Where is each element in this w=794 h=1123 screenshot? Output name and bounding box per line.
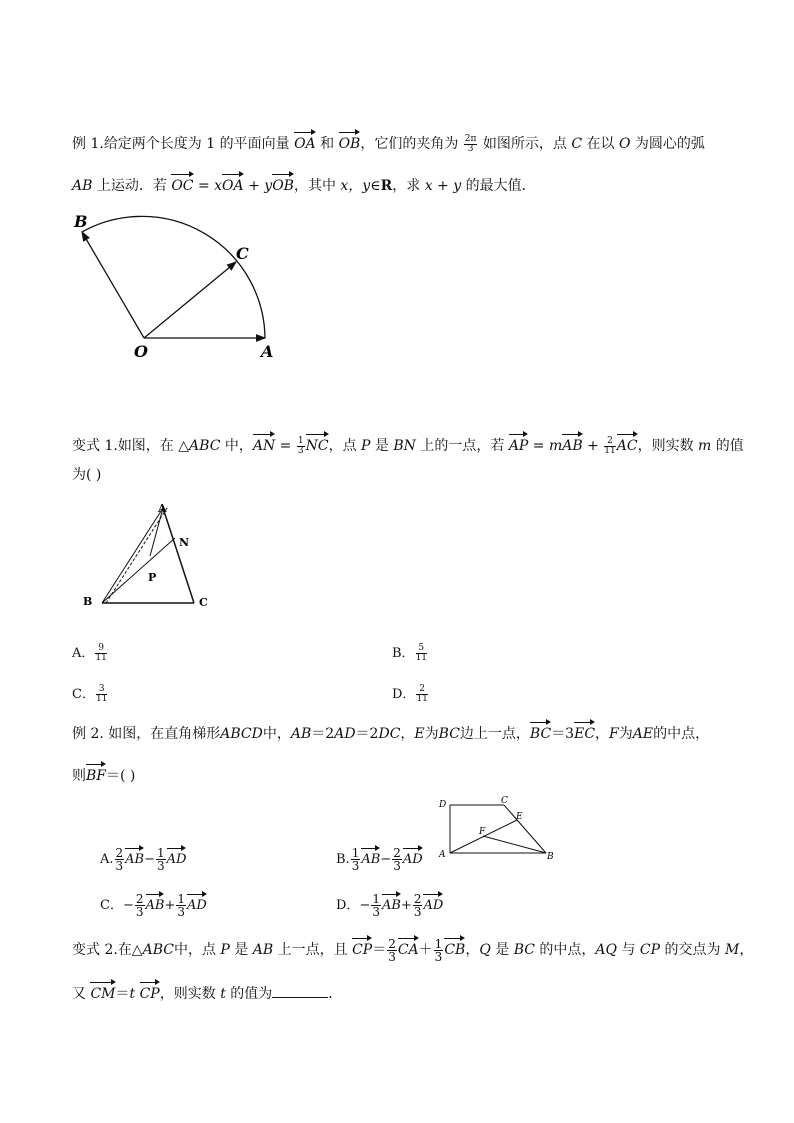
arc-ab — [82, 216, 265, 338]
vector-ob-line — [82, 232, 144, 338]
ex2-option-a[interactable]: A. $\frac{2}{3}$ AB− $\frac{1}{3}$ AD — [100, 846, 187, 873]
vector-oc-line — [144, 262, 236, 338]
ex1-figure-arc-diagram — [60, 205, 290, 370]
trap-label-f: F — [479, 827, 486, 837]
var1-label: 变式 1. — [72, 438, 118, 454]
var1-option-c[interactable]: C． $\frac{3}{11}$ — [72, 684, 108, 704]
trap-label-d: D — [439, 800, 447, 810]
trap-label-e: E — [516, 812, 523, 822]
ex1-label: 例 1. — [72, 136, 104, 152]
var1-option-d[interactable]: D． $\frac{2}{11}$ — [392, 684, 428, 704]
label-o: O — [134, 342, 148, 361]
label-c: C — [236, 244, 249, 263]
var1-option-a[interactable]: A． $\frac{9}{11}$ — [72, 643, 107, 663]
var1-line2: 为( ) — [72, 467, 102, 483]
ex2-line1: 例 2. 如图，在直角梯形ABCD中，AB＝2AD＝2DC，E为BC边上一点，BC＝3EC，F为AE的中点， — [72, 720, 709, 743]
var1-figure-triangle — [78, 500, 218, 612]
trap-label-c: C — [501, 796, 508, 806]
var2-line1: 变式 2.在△ABC中，点 P 是 AB 上一点，且 CP＝ $\frac{2}{3}$ CA＋ $\frac{1}{3}$ CB，Q 是 BC 的中点，AQ 与 CP 的交点为 M， — [72, 936, 754, 964]
trap-label-a: A — [439, 850, 446, 860]
trap-label-b: B — [547, 852, 554, 862]
ex2-line2: 则BF＝( ) — [72, 762, 135, 785]
ex2-option-c[interactable]: C．− $\frac{2}{3}$ AB+ $\frac{1}{3}$ AD — [100, 892, 207, 919]
ex2-option-d[interactable]: D．− $\frac{1}{3}$ AB+ $\frac{2}{3}$ AD — [336, 892, 444, 919]
tri-label-c: C — [199, 596, 208, 609]
ex2-figure-trapezoid — [436, 795, 566, 865]
label-a: A — [261, 342, 274, 361]
var1-line1: 变式 1.如图，在 △ABC 中，AN = $\frac{1}{3}$ NC，点 P 是 BN 上的一点，若 AP = mAB + $\frac{2}{11}$ AC，则实数 m 的值 — [72, 432, 744, 456]
vector-ob: OB — [339, 130, 361, 152]
ex2-label: 例 2. — [72, 726, 104, 742]
ex1-line2: AB 上运动．若 OC = xOA + yOB，其中 x，y∈R，求 x + y 的最大值． — [72, 172, 536, 195]
tri-label-a: A — [158, 502, 167, 515]
tri-label-b: B — [83, 595, 93, 608]
tri-label-p: P — [148, 571, 157, 584]
vector-oa: OA — [294, 130, 316, 152]
var2-label: 变式 2. — [72, 942, 118, 958]
ex1-line1: 例 1.给定两个长度为 1 的平面向量 OA 和 OB，它们的夹角为 $\frac{2\pi}{3}$ 如图所示，点 C 在以 O 为圆心的弧 — [72, 130, 705, 154]
vector-oc: OC — [171, 172, 193, 194]
var1-option-b[interactable]: B． $\frac{5}{11}$ — [392, 643, 428, 663]
var2-line2: 又 CM＝t CP，则实数 t 的值为 ． — [72, 980, 342, 1003]
angle-fraction: $\frac{2\pi}{3}$ — [464, 133, 477, 154]
label-b: B — [74, 212, 88, 231]
answer-blank[interactable] — [272, 983, 328, 998]
tri-label-n: N — [179, 536, 190, 549]
ex2-option-b[interactable]: B. $\frac{1}{3}$ AB− $\frac{2}{3}$ AD — [336, 846, 423, 873]
